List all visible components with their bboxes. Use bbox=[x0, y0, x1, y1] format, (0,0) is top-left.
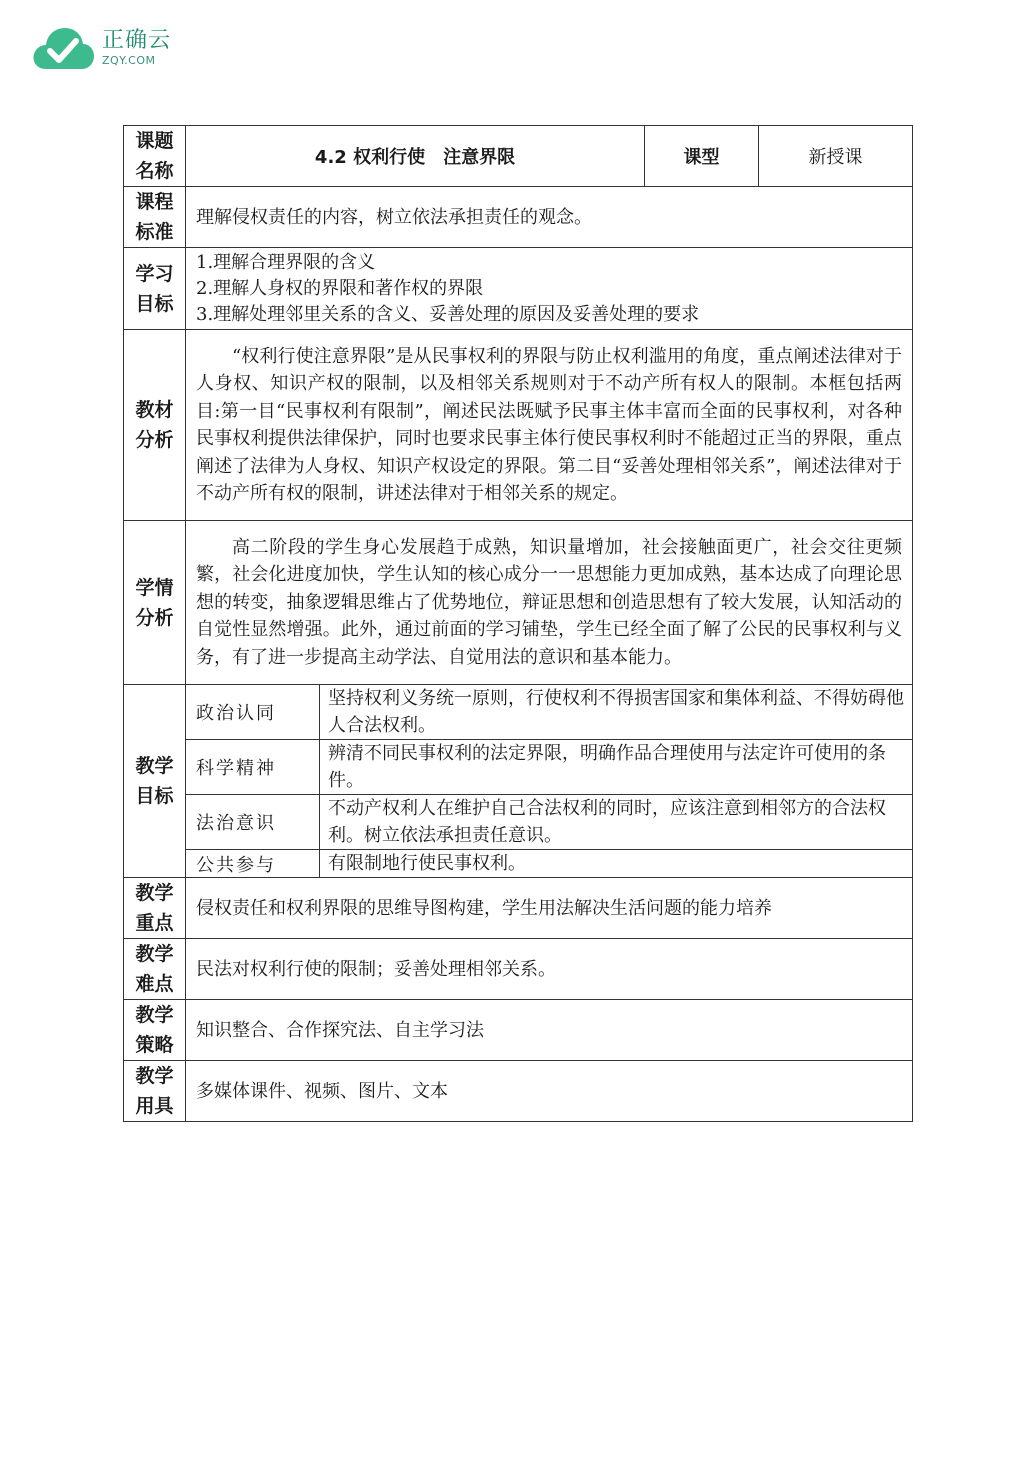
goal-name: 政治认同 bbox=[186, 685, 320, 740]
logo-name-cn: 正确云 bbox=[102, 28, 172, 53]
type-label: 课型 bbox=[645, 126, 759, 187]
key-points-text: 侵权责任和权利界限的思维导图构建，学生用法解决生活问题的能力培养 bbox=[186, 878, 913, 939]
standard-text: 理解侵权责任的内容，树立依法承担责任的观念。 bbox=[186, 187, 913, 248]
type-value: 新授课 bbox=[759, 126, 913, 187]
key-points-row bbox=[124, 878, 913, 939]
strategy-label: 教学 策略 bbox=[124, 1000, 186, 1061]
difficulties-text: 民法对权利行使的限制；妥善处理相邻关系。 bbox=[186, 939, 913, 1000]
cloud-check-icon bbox=[30, 23, 96, 73]
material-label: 教材 分析 bbox=[124, 330, 186, 521]
goal-name: 法治意识 bbox=[186, 795, 320, 850]
teaching-goal-row bbox=[124, 685, 913, 740]
lesson-plan-table bbox=[123, 125, 913, 1122]
objectives-list bbox=[186, 248, 913, 330]
goal-text: 辨清不同民事权利的法定界限，明确作品合理使用与法定许可使用的条件。 bbox=[320, 740, 913, 795]
difficulties-label: 教学 难点 bbox=[124, 939, 186, 1000]
key-points-label: 教学 重点 bbox=[124, 878, 186, 939]
strategy-row bbox=[124, 1000, 913, 1061]
topic-label: 课题 名称 bbox=[124, 126, 186, 187]
standard-label: 课程 标准 bbox=[124, 187, 186, 248]
teaching-goal-row bbox=[124, 740, 913, 795]
goal-text: 有限制地行使民事权利。 bbox=[320, 850, 913, 878]
strategy-text: 知识整合、合作探究法、自主学习法 bbox=[186, 1000, 913, 1061]
goal-text: 坚持权利义务统一原则，行使权利不得损害国家和集体利益、不得妨碍他人合法权利。 bbox=[320, 685, 913, 740]
tools-row bbox=[124, 1061, 913, 1122]
objectives-label: 学习 目标 bbox=[124, 248, 186, 330]
standard-row bbox=[124, 187, 913, 248]
teaching-goal-row bbox=[124, 795, 913, 850]
material-row bbox=[124, 330, 913, 521]
topic-row bbox=[124, 126, 913, 187]
teaching-goals-label: 教学 目标 bbox=[124, 685, 186, 878]
difficulties-row bbox=[124, 939, 913, 1000]
goal-text: 不动产权利人在维护自己合法权利的同时，应该注意到相邻方的合法权利。树立依法承担责任意识。 bbox=[320, 795, 913, 850]
students-text: 高二阶段的学生身心发展趋于成熟，知识量增加，社会接触面更广，社会交往更频繁，社会化进度加快，学生认知的核心成分一一思想能力更加成熟，基本达成了向理论思想的转变，抽象逻辑思维占了优势地位，辩证思想和创造思想有了较大发展，认知活动的自觉性显然增强。此外，通过前面的学习铺垫，学生已经全面了解了公民的民事权利与义务，有了进一步提高主动学法、自觉用法的意识和基本能力。 bbox=[186, 521, 913, 685]
goal-name: 公共参与 bbox=[186, 850, 320, 878]
objective-item: 2.理解人身权的界限和著作权的界限 bbox=[196, 277, 484, 299]
goal-name: 科学精神 bbox=[186, 740, 320, 795]
logo-name-en: ZQY.COM bbox=[102, 54, 156, 67]
material-text: “权利行使注意界限”是从民事权利的界限与防止权利滥用的角度，重点阐述法律对于人身权、知识产权的限制，以及相邻关系规则对于不动产所有权人的限制。本框包括两目:第一目“民事权利有限制”，阐述民法既赋予民事主体丰富而全面的民事权利，对各种民事权利提供法律保护，同时也要求民事主体行使民事权利时不能超过正当的界限，重点阐述了法律为人身权、知识产权设定的界限。第二目“妥善处理相邻关系”，阐述法律对于不动产所有权的限制，讲述法律对于相邻关系的规定。 bbox=[186, 330, 913, 521]
students-row bbox=[124, 521, 913, 685]
students-label: 学情 分析 bbox=[124, 521, 186, 685]
objective-item: 3.理解处理邻里关系的含义、妥善处理的原因及妥善处理的要求 bbox=[196, 303, 700, 325]
objectives-row bbox=[124, 248, 913, 330]
tools-text: 多媒体课件、视频、图片、文本 bbox=[186, 1061, 913, 1122]
topic-title: 4.2 权利行使 注意界限 bbox=[186, 126, 645, 187]
objective-item: 1.理解合理界限的含义 bbox=[196, 251, 376, 273]
tools-label: 教学 用具 bbox=[124, 1061, 186, 1122]
teaching-goal-row bbox=[124, 850, 913, 878]
brand-logo bbox=[30, 22, 171, 74]
